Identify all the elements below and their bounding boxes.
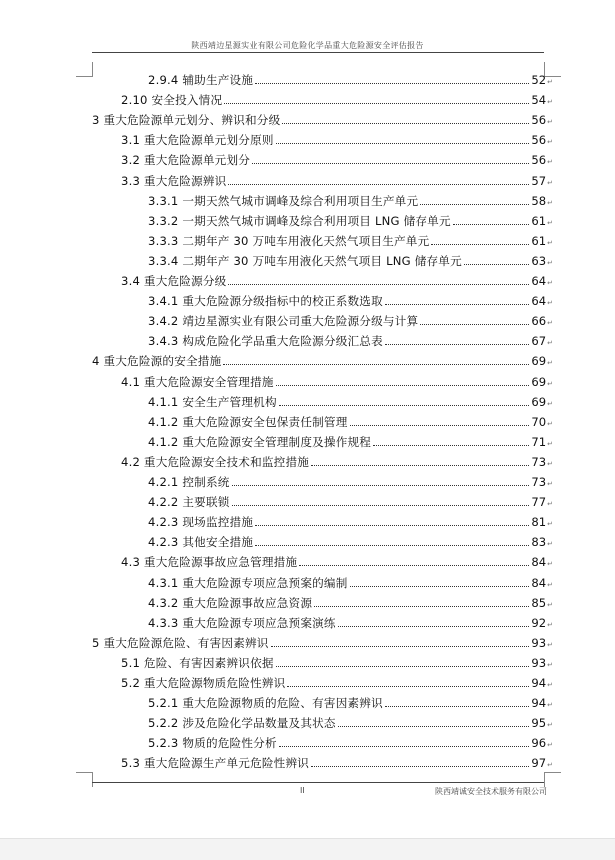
toc-entry[interactable] xyxy=(148,412,553,432)
toc-entry[interactable] xyxy=(148,733,553,753)
toc-entry[interactable] xyxy=(148,211,553,231)
paragraph-mark-icon: ↵ xyxy=(547,118,553,127)
toc-entry-page: 92 xyxy=(531,615,547,630)
toc-dot-leader xyxy=(223,363,529,365)
viewer-bottom-bar xyxy=(0,838,615,860)
toc-entry-title: 5.1 危险、有害因素辨识依据 xyxy=(121,655,274,670)
toc-entry[interactable] xyxy=(121,171,553,191)
toc-entry-title: 4.1 重大危险源安全管理措施 xyxy=(121,374,274,389)
paragraph-mark-icon: ↵ xyxy=(547,721,553,730)
toc-entry-page: 56 xyxy=(531,133,547,148)
toc-dot-leader xyxy=(228,283,529,285)
toc-entry-page: 56 xyxy=(531,153,547,168)
toc-dot-leader xyxy=(350,585,530,587)
paragraph-mark-icon: ↵ xyxy=(547,98,553,107)
toc-dot-leader xyxy=(311,464,529,466)
paragraph-mark-icon: ↵ xyxy=(547,359,553,368)
toc-entry-title: 3.3 重大危险源辨识 xyxy=(121,173,227,188)
toc-entry-page: 66 xyxy=(531,314,547,329)
toc-entry[interactable] xyxy=(148,291,553,311)
paragraph-mark-icon: ↵ xyxy=(547,761,553,770)
toc-entry[interactable] xyxy=(148,311,553,331)
toc-entry[interactable] xyxy=(121,673,553,693)
paragraph-mark-icon: ↵ xyxy=(547,439,553,448)
toc-entry-page: 73 xyxy=(531,475,547,489)
toc-dot-leader xyxy=(276,384,530,386)
paragraph-mark-icon: ↵ xyxy=(547,279,553,287)
toc-entry[interactable] xyxy=(148,191,553,211)
toc-dot-leader xyxy=(311,765,529,767)
toc-entry-title: 4.1.2 重大危险源安全管理制度及操作规程 xyxy=(148,434,372,449)
toc-entry-title: 5.2 重大危险源物质危险性辨识 xyxy=(121,676,286,690)
toc-entry-page: 61 xyxy=(531,213,547,228)
toc-entry[interactable] xyxy=(148,251,553,271)
toc-entry-page: 57 xyxy=(531,173,547,188)
paragraph-mark-icon: ↵ xyxy=(547,660,553,669)
toc-dot-leader xyxy=(373,444,529,446)
toc-entry-page: 63 xyxy=(531,253,547,268)
toc-entry-page: 69 xyxy=(531,394,547,409)
toc-entry[interactable] xyxy=(148,472,553,492)
paragraph-mark-icon: ↵ xyxy=(547,520,553,529)
toc-entry-title: 3.3.2 一期天然气城市调峰及综合利用项目 LNG 储存单元 xyxy=(148,213,451,228)
paragraph-mark-icon: ↵ xyxy=(547,379,553,388)
toc-entry[interactable] xyxy=(92,110,553,130)
paragraph-mark-icon: ↵ xyxy=(547,78,553,86)
toc-dot-leader xyxy=(232,484,530,486)
paragraph-mark-icon: ↵ xyxy=(547,741,553,750)
toc-entry-title: 5.2.1 重大危险源物质的危险、有害因素辨识 xyxy=(148,696,383,711)
paragraph-mark-icon: ↵ xyxy=(547,701,553,710)
footer-page-number: II xyxy=(300,786,305,795)
toc-dot-leader xyxy=(385,343,529,345)
toc-dot-leader xyxy=(338,625,530,627)
toc-entry-page: 64 xyxy=(531,294,547,309)
toc-dot-leader xyxy=(255,544,529,546)
toc-entry[interactable] xyxy=(121,552,553,572)
toc-entry[interactable] xyxy=(121,150,553,170)
toc-entry-page: 77 xyxy=(531,495,547,510)
paragraph-mark-icon: ↵ xyxy=(547,480,553,488)
toc-dot-leader xyxy=(279,404,530,406)
toc-entry-page: 95 xyxy=(531,716,547,731)
toc-entry[interactable] xyxy=(148,613,553,633)
toc-entry-title: 3.1 重大危险源单元划分原则 xyxy=(121,133,274,148)
paragraph-mark-icon: ↵ xyxy=(547,138,553,147)
toc-entry-page: 81 xyxy=(531,515,547,530)
toc-entry[interactable] xyxy=(148,512,553,532)
toc-entry[interactable] xyxy=(148,713,553,733)
toc-dot-leader xyxy=(232,504,530,506)
paragraph-mark-icon: ↵ xyxy=(547,459,553,468)
toc-entry-page: 71 xyxy=(531,434,547,449)
paragraph-mark-icon: ↵ xyxy=(547,399,553,408)
toc-entry-title: 5.2.2 涉及危险化学品数量及其状态 xyxy=(148,716,336,731)
toc-dot-leader xyxy=(228,183,529,185)
toc-entry-title: 2.9.4 辅助生产设施 xyxy=(148,73,254,87)
toc-entry[interactable] xyxy=(148,532,553,552)
paragraph-mark-icon: ↵ xyxy=(547,640,553,649)
toc-entry[interactable] xyxy=(148,432,553,452)
paragraph-mark-icon: ↵ xyxy=(547,178,553,187)
paragraph-mark-icon: ↵ xyxy=(547,198,553,207)
toc-dot-leader xyxy=(299,564,529,566)
toc-entry-page: 94 xyxy=(531,696,547,711)
toc-entry-title: 3.4.1 重大危险源分级指标中的校正系数选取 xyxy=(148,294,383,309)
toc-entry-title: 3.3.1 一期天然气城市调峰及综合利用项目生产单元 xyxy=(148,193,419,208)
toc-entry-page: 54 xyxy=(531,93,547,108)
toc-entry-page: 73 xyxy=(531,454,547,469)
toc-dot-leader xyxy=(276,665,530,667)
paragraph-mark-icon: ↵ xyxy=(547,540,553,549)
toc-entry-title: 5 重大危险源危险、有害因素辨识 xyxy=(92,635,269,650)
toc-entry-page: 70 xyxy=(531,414,547,429)
toc-entry-page: 64 xyxy=(531,274,547,288)
toc-dot-leader xyxy=(287,685,529,687)
toc-entry-title: 3 重大危险源单元划分、辨识和分级 xyxy=(92,113,281,128)
toc-dot-leader xyxy=(255,524,529,526)
toc-entry-page: 69 xyxy=(531,354,547,369)
paragraph-mark-icon: ↵ xyxy=(547,158,553,167)
page-header: 陕西靖边星源实业有限公司危险化学品重大危险源安全评估报告 xyxy=(191,41,424,50)
table-of-contents xyxy=(0,70,615,775)
toc-dot-leader xyxy=(252,162,529,164)
toc-entry[interactable] xyxy=(121,130,553,150)
toc-entry-title: 3.4.2 靖边星源实业有限公司重大危险源分级与计算 xyxy=(148,314,419,329)
toc-entry-page: 67 xyxy=(531,334,547,349)
toc-dot-leader xyxy=(338,725,530,727)
toc-dot-leader xyxy=(350,424,530,426)
toc-entry[interactable] xyxy=(121,372,553,392)
toc-entry[interactable] xyxy=(148,70,553,90)
toc-entry-title: 4 重大危险源的安全措施 xyxy=(92,354,222,369)
toc-entry[interactable] xyxy=(92,633,553,653)
toc-dot-leader xyxy=(279,745,530,747)
toc-entry-title: 4.1.1 安全生产管理机构 xyxy=(148,394,277,409)
paragraph-mark-icon: ↵ xyxy=(547,218,553,227)
paragraph-mark-icon: ↵ xyxy=(547,500,553,509)
toc-entry-title: 3.2 重大危险源单元划分 xyxy=(121,153,251,168)
toc-entry-page: 94 xyxy=(531,676,547,690)
paragraph-mark-icon: ↵ xyxy=(547,258,553,267)
toc-entry-title: 3.4 重大危险源分级 xyxy=(121,274,227,288)
toc-entry-page: 93 xyxy=(531,635,547,650)
toc-entry-title: 4.2.2 主要联锁 xyxy=(148,495,230,510)
paragraph-mark-icon: ↵ xyxy=(547,681,553,689)
paragraph-mark-icon: ↵ xyxy=(547,238,553,247)
toc-entry[interactable] xyxy=(148,231,553,251)
footer-organization: 陕西靖诚安全技术服务有限公司 xyxy=(435,787,547,796)
toc-dot-leader xyxy=(282,122,529,124)
toc-entry[interactable] xyxy=(148,693,553,713)
paragraph-mark-icon: ↵ xyxy=(547,580,553,589)
toc-entry-page: 83 xyxy=(531,535,547,550)
toc-entry-title: 4.3.3 重大危险源专项应急预案演练 xyxy=(148,615,336,630)
footer-rule xyxy=(92,782,544,783)
toc-entry-page: 96 xyxy=(531,736,547,751)
toc-dot-leader xyxy=(385,705,529,707)
toc-entry-page: 85 xyxy=(531,595,547,610)
toc-entry-page: 93 xyxy=(531,655,547,670)
toc-dot-leader xyxy=(431,243,529,245)
toc-entry[interactable] xyxy=(92,351,553,371)
toc-entry-title: 4.2.1 控制系统 xyxy=(148,475,230,489)
paragraph-mark-icon: ↵ xyxy=(547,600,553,609)
toc-dot-leader xyxy=(420,323,529,325)
toc-entry-title: 5.3 重大危险源生产单元危险性辨识 xyxy=(121,756,310,771)
toc-entry-title: 3.3.3 二期年产 30 万吨车用液化天然气项目生产单元 xyxy=(148,233,430,248)
toc-entry-title: 3.4.3 构成危险化学品重大危险源分级汇总表 xyxy=(148,334,383,349)
toc-entry[interactable] xyxy=(121,271,553,291)
toc-dot-leader xyxy=(255,82,529,84)
toc-entry[interactable] xyxy=(121,753,553,773)
toc-entry-page: 56 xyxy=(531,113,547,128)
toc-entry-title: 4.2 重大危险源安全技术和监控措施 xyxy=(121,454,310,469)
toc-entry[interactable] xyxy=(121,653,553,673)
toc-entry[interactable] xyxy=(148,331,553,351)
toc-entry-title: 4.1.2 重大危险源安全包保责任制管理 xyxy=(148,414,348,429)
toc-entry-title: 4.3.2 重大危险源事故应急资源 xyxy=(148,595,313,610)
toc-entry-title: 5.2.3 物质的危险性分析 xyxy=(148,736,277,751)
paragraph-mark-icon: ↵ xyxy=(547,299,553,308)
toc-entry[interactable] xyxy=(148,492,553,512)
toc-entry-page: 61 xyxy=(531,233,547,248)
toc-dot-leader xyxy=(271,645,530,647)
paragraph-mark-icon: ↵ xyxy=(547,620,553,629)
toc-entry-title: 3.3.4 二期年产 30 万吨车用液化天然气项目 LNG 储存单元 xyxy=(148,253,462,268)
toc-entry[interactable] xyxy=(121,452,553,472)
toc-entry-title: 4.2.3 现场监控措施 xyxy=(148,515,254,530)
paragraph-mark-icon: ↵ xyxy=(547,419,553,428)
toc-dot-leader xyxy=(464,263,529,265)
toc-entry-title: 4.3 重大危险源事故应急管理措施 xyxy=(121,555,298,570)
toc-entry-page: 52 xyxy=(531,73,547,87)
toc-dot-leader xyxy=(385,303,529,305)
toc-dot-leader xyxy=(453,223,530,225)
toc-entry-title: 4.2.3 其他安全措施 xyxy=(148,535,254,550)
toc-entry[interactable] xyxy=(148,593,553,613)
toc-dot-leader xyxy=(276,142,530,144)
toc-entry[interactable] xyxy=(148,392,553,412)
toc-entry-page: 97 xyxy=(531,756,547,771)
paragraph-mark-icon: ↵ xyxy=(547,319,553,328)
toc-entry-title: 4.3.1 重大危险源专项应急预案的编制 xyxy=(148,575,348,590)
toc-dot-leader xyxy=(314,605,529,607)
toc-entry-page: 84 xyxy=(531,555,547,570)
toc-dot-leader xyxy=(420,203,529,205)
toc-entry[interactable] xyxy=(121,90,553,110)
toc-entry-title: 2.10 安全投入情况 xyxy=(121,93,223,108)
toc-entry-page: 69 xyxy=(531,374,547,389)
header-rule xyxy=(92,52,544,53)
toc-entry-page: 58 xyxy=(531,193,547,208)
toc-dot-leader xyxy=(224,102,529,104)
toc-entry[interactable] xyxy=(148,573,553,593)
toc-entry-page: 84 xyxy=(531,575,547,590)
paragraph-mark-icon: ↵ xyxy=(547,560,553,569)
paragraph-mark-icon: ↵ xyxy=(547,339,553,348)
